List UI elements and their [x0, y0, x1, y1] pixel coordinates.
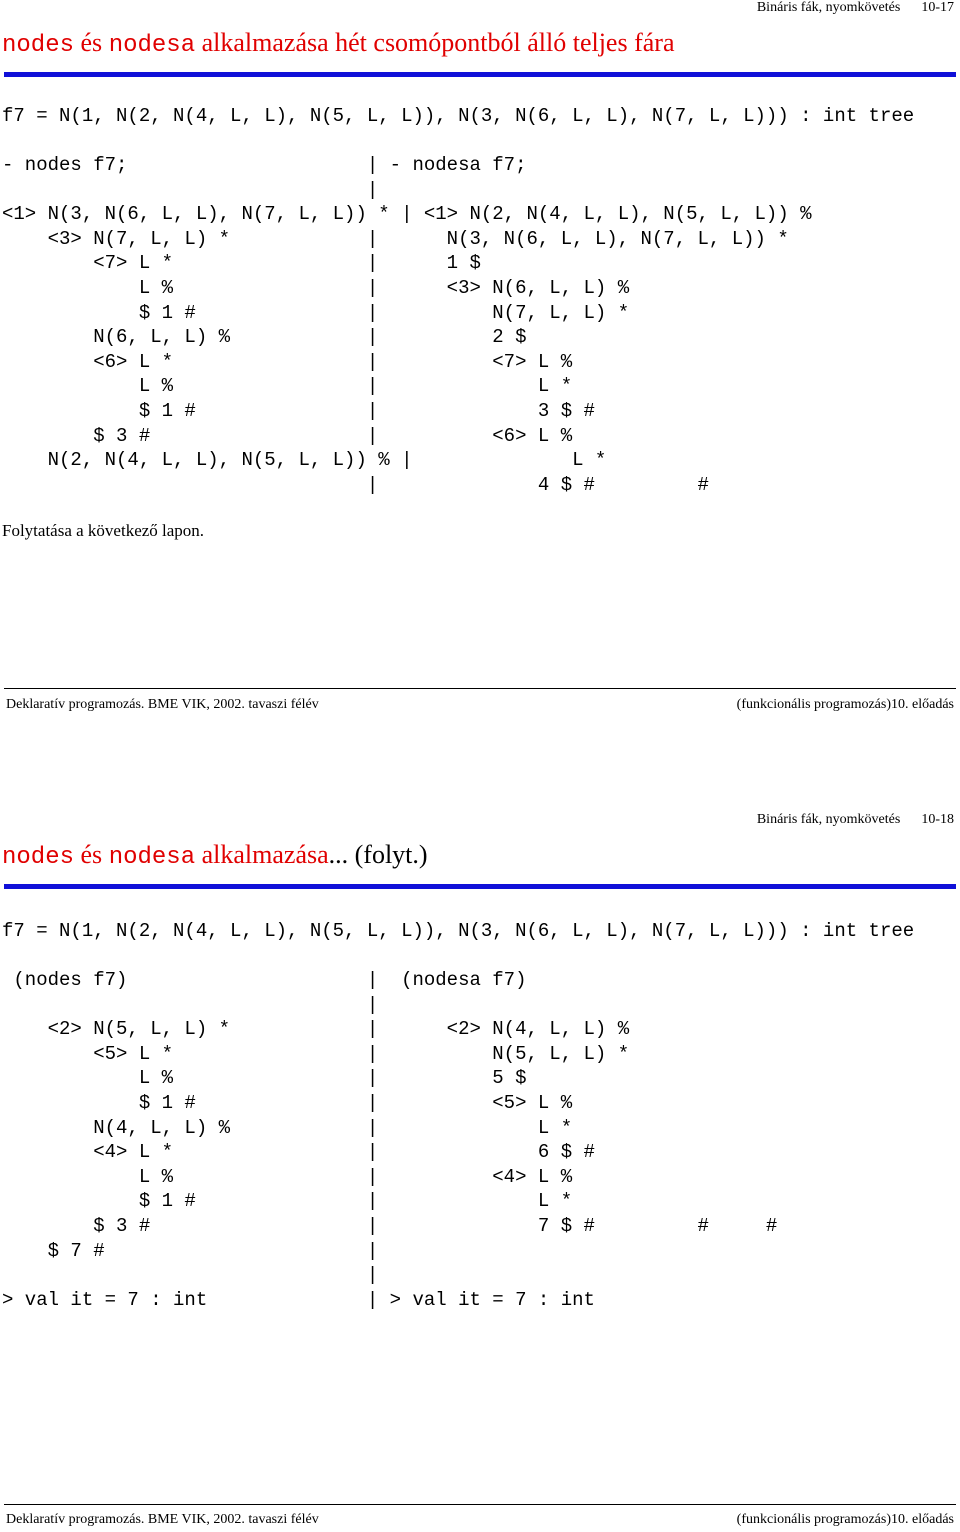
- code-intro: f7 = N(1, N(2, N(4, L, L), N(5, L, L)), N(3, N(6, L, L), N(7, L, L))) : int tree: [2, 920, 915, 942]
- code-line: <1> N(3, N(6, L, L), N(7, L, L)) * | <1> N(2, N(4, L, L), N(5, L, L)) %: [2, 203, 812, 226]
- code-line: L % | L *: [2, 375, 573, 398]
- title-code-nodes: nodes: [2, 32, 75, 59]
- section-title: Bináris fák, nyomkövetés: [756, 0, 901, 15]
- footer-course: Deklaratív programozás. BME VIK, 2002. tavaszi félév: [6, 1512, 319, 1527]
- slide-header: [757, 0, 954, 16]
- code-line: $ 1 # | N(7, L, L) *: [2, 301, 630, 324]
- footer-lecture: (funkcionális programozás)10. előadás: [736, 1512, 954, 1527]
- code-line: <6> L * | <7> L %: [2, 350, 573, 373]
- section-title: Bináris fák, nyomkövetés: [756, 812, 901, 827]
- code-line: <5> L * | N(5, L, L) *: [2, 1042, 630, 1065]
- code-line: $ 3 # | 7 $ # # #: [2, 1214, 778, 1237]
- trace-code-block: [2, 968, 777, 1312]
- code-intro: f7 = N(1, N(2, N(4, L, L), N(5, L, L)), N(3, N(6, L, L), N(7, L, L))) : int tree: [2, 105, 915, 127]
- slide-title: [2, 838, 428, 875]
- continuation-note: Folytatása a következő lapon.: [2, 521, 205, 540]
- slide-10-18: [0, 812, 960, 1532]
- code-line: > val it = 7 : int | > val it = 7 : int: [2, 1288, 595, 1311]
- title-text-es: és: [74, 840, 109, 869]
- code-line: L % | 5 $: [2, 1067, 527, 1090]
- code-line: N(2, N(4, L, L), N(5, L, L)) % | L *: [2, 449, 607, 472]
- code-line: L % | <3> N(6, L, L) %: [2, 276, 630, 299]
- code-line: $ 3 # | <6> L %: [2, 424, 573, 447]
- code-line: N(4, L, L) % | L *: [2, 1116, 573, 1139]
- footer-lecture: (funkcionális programozás)10. előadás: [736, 697, 954, 712]
- title-rule: [4, 884, 956, 889]
- title-text-es: és: [74, 28, 109, 57]
- code-line: <7> L * | 1 $: [2, 252, 481, 275]
- slide-title: [2, 26, 674, 63]
- code-line: <3> N(7, L, L) * | N(3, N(6, L, L), N(7, L, L)) *: [2, 227, 789, 250]
- slide-header: [757, 812, 954, 828]
- code-line: | 4 $ # #: [2, 473, 709, 496]
- code-line: |: [2, 1264, 379, 1287]
- code-line: N(6, L, L) % | 2 $: [2, 326, 527, 349]
- code-line: - nodes f7; | - nodesa f7;: [2, 154, 527, 176]
- title-text-rest: alkalmazása: [195, 840, 329, 869]
- title-rule: [4, 72, 956, 77]
- title-code-nodesa: nodesa: [108, 844, 196, 871]
- code-line: |: [2, 993, 379, 1016]
- code-line: |: [2, 178, 379, 201]
- slide-10-17: [0, 0, 960, 720]
- title-text-rest: alkalmazása hét csomópontból álló teljes fára: [195, 28, 675, 57]
- code-line: L % | <4> L %: [2, 1165, 573, 1188]
- code-line: (nodes f7) | (nodesa f7): [2, 969, 527, 991]
- title-code-nodes: nodes: [2, 844, 75, 871]
- title-text-continued: ... (folyt.): [328, 840, 428, 869]
- code-line: <4> L * | 6 $ #: [2, 1141, 595, 1164]
- code-line: <2> N(5, L, L) * | <2> N(4, L, L) %: [2, 1018, 630, 1041]
- code-line: $ 1 # | <5> L %: [2, 1091, 573, 1114]
- page-number: 10-18: [921, 812, 954, 827]
- trace-code-block: [2, 153, 812, 497]
- footer-course: Deklaratív programozás. BME VIK, 2002. tavaszi félév: [6, 697, 319, 712]
- code-line: $ 1 # | L *: [2, 1190, 573, 1213]
- page-number: 10-17: [921, 0, 954, 15]
- footer-rule: [4, 688, 956, 689]
- code-line: $ 1 # | 3 $ #: [2, 399, 595, 422]
- title-code-nodesa: nodesa: [108, 32, 196, 59]
- code-line: $ 7 # |: [2, 1239, 379, 1262]
- footer-rule: [4, 1504, 956, 1505]
